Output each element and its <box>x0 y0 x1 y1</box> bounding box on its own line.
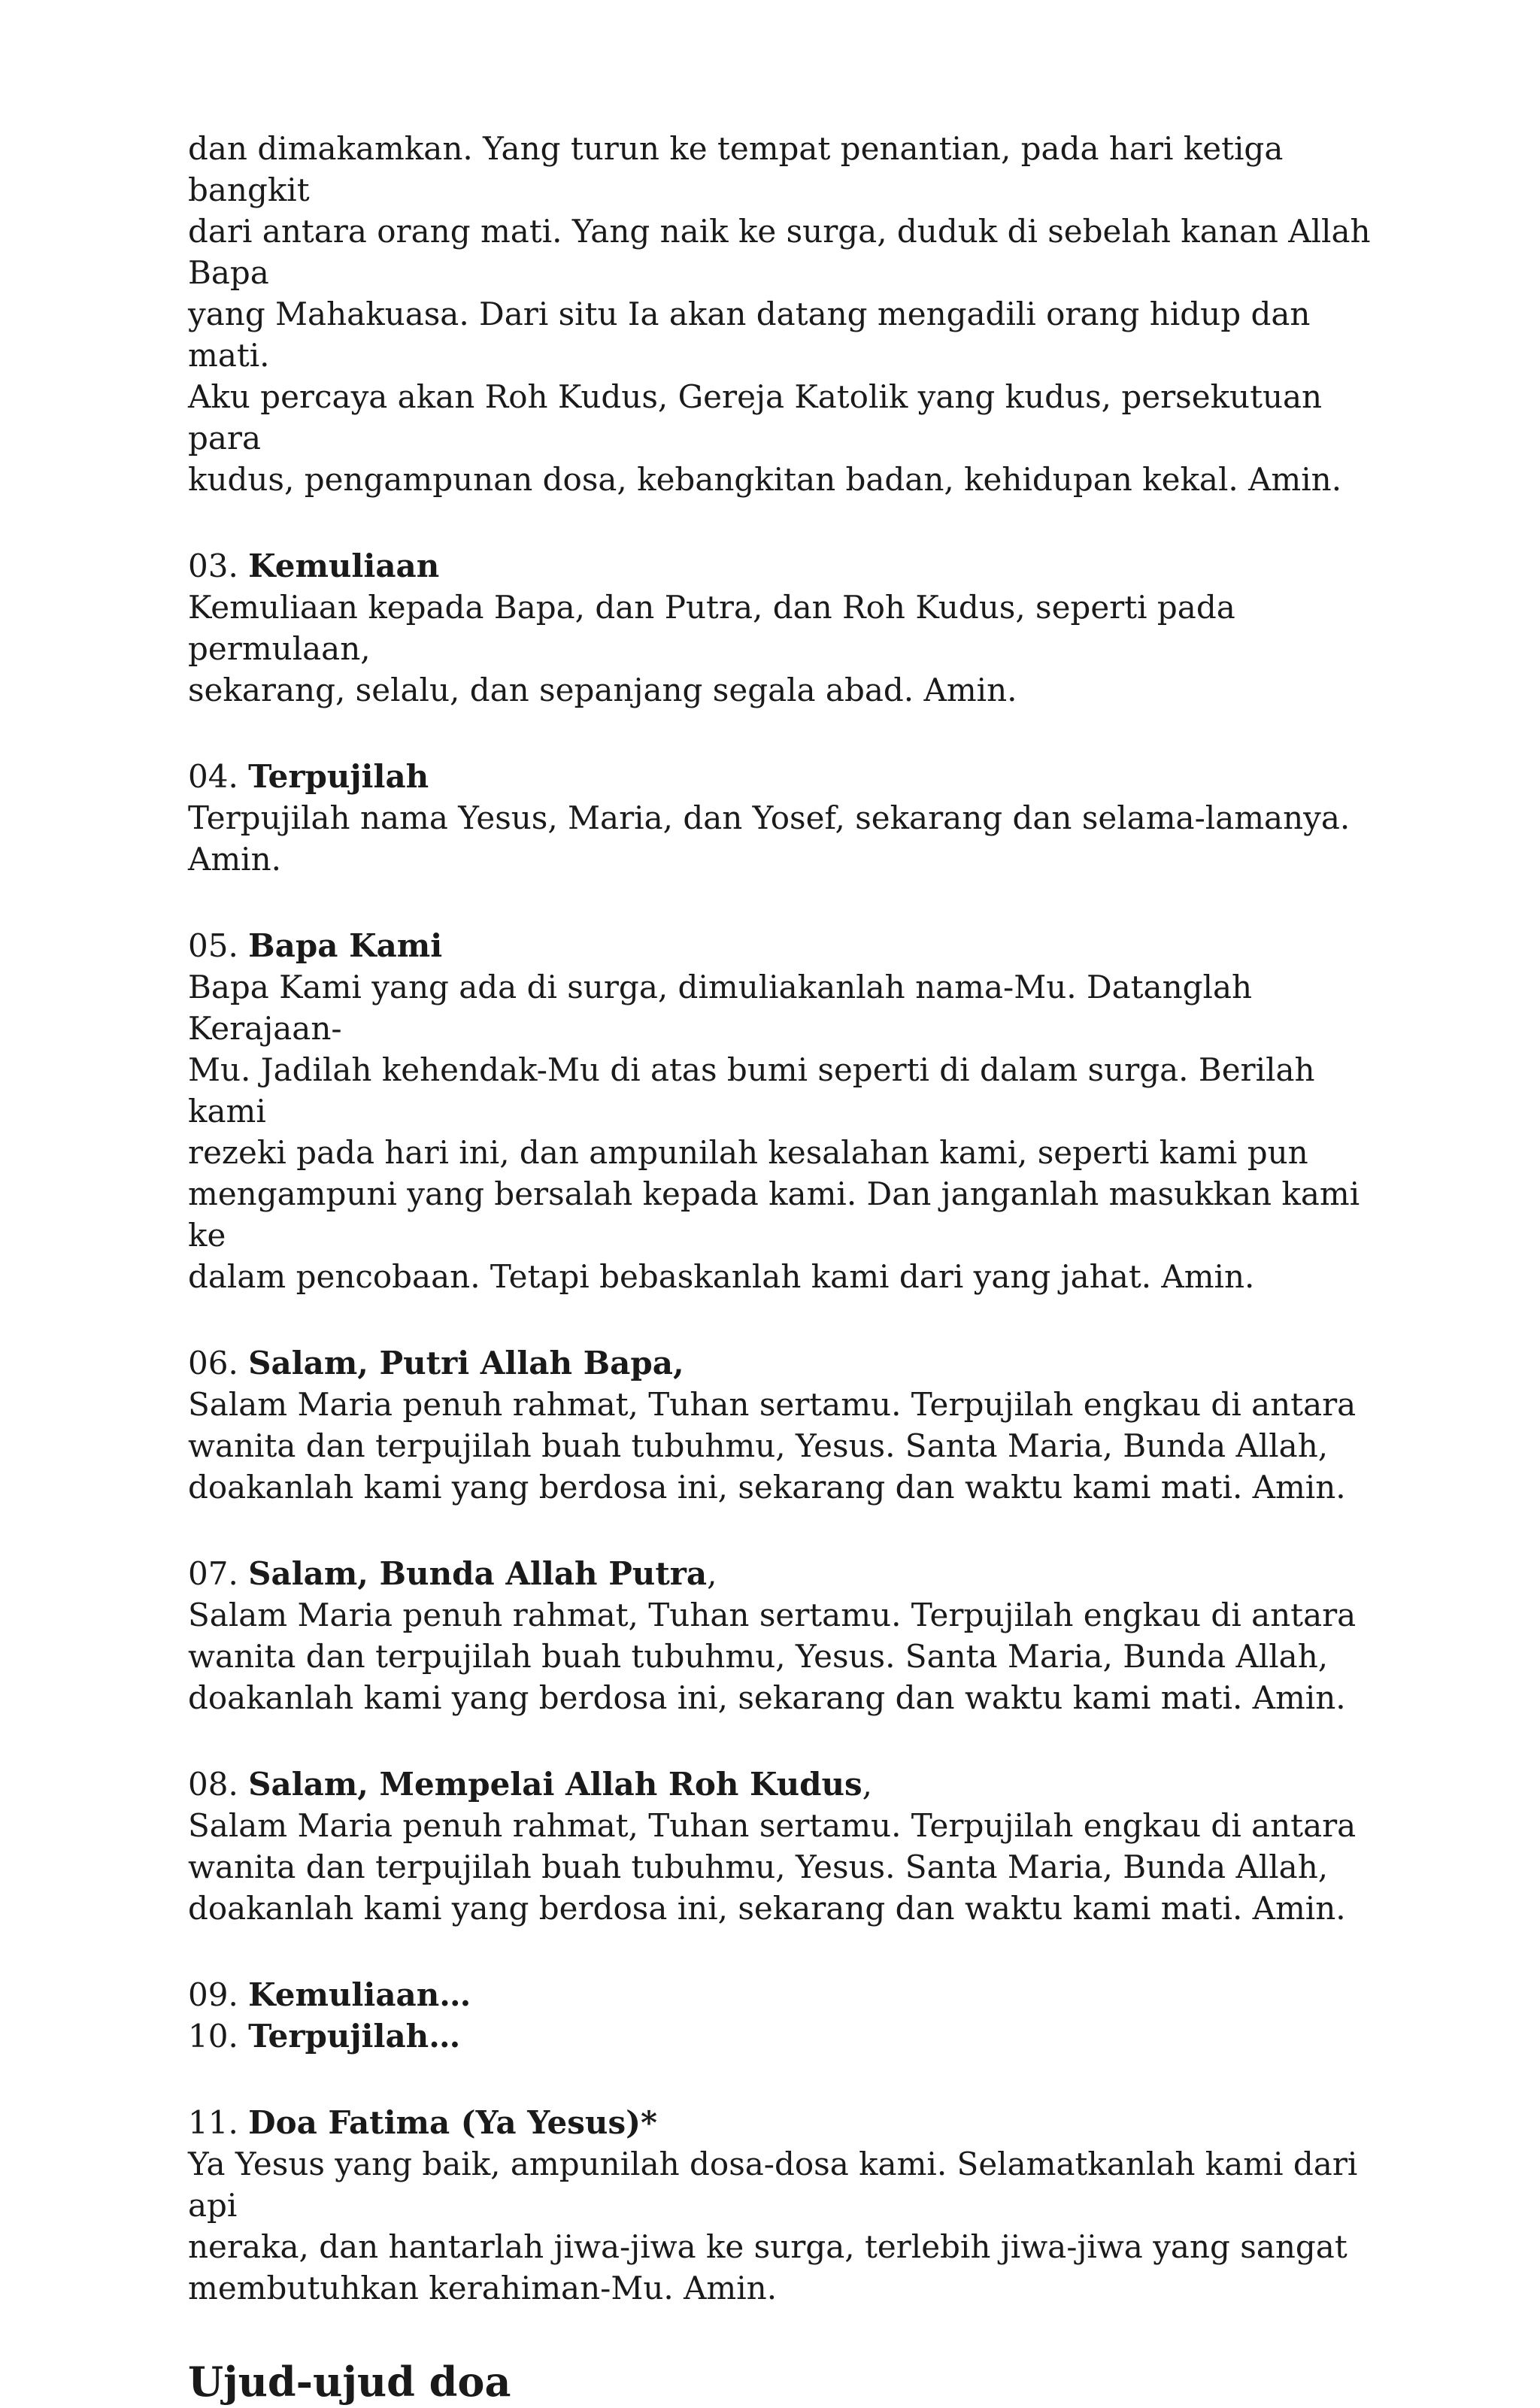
section-title: Terpujilah… <box>248 2018 461 2055</box>
section-09 <box>188 1974 1391 2015</box>
section-number: 07. <box>188 1555 249 1592</box>
section-number: 03. <box>188 547 249 584</box>
section-heading <box>188 2015 1391 2057</box>
section-heading <box>188 1342 1391 1384</box>
section-title: Salam, Mempelai Allah Roh Kudus <box>248 1766 862 1803</box>
section-text: Ya Yesus yang baik, ampunilah dosa-dosa kami. Selamatkanlah kami dari api neraka, dan hantarlah jiwa-jiwa ke surga, terlebih jiwa-jiwa yang sangat membutuhkan kerahiman-Mu. Amin. <box>188 2146 1358 2306</box>
section-10 <box>188 2015 1391 2057</box>
footer-heading: Ujud-ujud doa <box>188 2358 511 2406</box>
section-heading <box>188 756 1391 797</box>
section-text: Kemuliaan kepada Bapa, dan Putra, dan Roh Kudus, seperti pada permulaan, sekarang, selalu, dan sepanjang segala abad. Amin. <box>188 589 1235 708</box>
section-heading <box>188 1553 1391 1594</box>
section-number: 08. <box>188 1766 249 1803</box>
section-title: Bapa Kami <box>248 927 443 964</box>
section-title: Salam, Putri Allah Bapa, <box>248 1345 684 1381</box>
section-number: 06. <box>188 1345 249 1381</box>
section-number: 11. <box>188 2104 249 2141</box>
section-title: Doa Fatima (Ya Yesus)* <box>248 2104 657 2141</box>
section-heading <box>188 1974 1391 2015</box>
section-title: Terpujilah <box>248 758 429 795</box>
section-text: Salam Maria penuh rahmat, Tuhan sertamu. Terpujilah engkau di antara wanita dan terpujilah buah tubuhmu, Yesus. Santa Maria, Bunda Allah, doakanlah kami yang berdosa ini, sekarang dan waktu kami mati. Amin. <box>188 1597 1357 1716</box>
section-number: 04. <box>188 758 249 795</box>
section-07 <box>188 1553 1391 1718</box>
section-suffix: , <box>862 1766 873 1803</box>
section-number: 10. <box>188 2018 249 2055</box>
section-08 <box>188 1764 1391 1929</box>
section-title: Salam, Bunda Allah Putra <box>248 1555 708 1592</box>
section-heading <box>188 2102 1391 2143</box>
section-text: Terpujilah nama Yesus, Maria, dan Yosef, sekarang dan selama-lamanya. Amin. <box>188 799 1351 878</box>
section-03 <box>188 545 1391 711</box>
section-11 <box>188 2102 1391 2309</box>
section-heading <box>188 925 1391 966</box>
section-04 <box>188 756 1391 880</box>
section-06 <box>188 1342 1391 1508</box>
section-number: 05. <box>188 927 249 964</box>
document-page <box>188 128 1391 2408</box>
section-suffix: , <box>707 1555 717 1592</box>
section-heading <box>188 1764 1391 1805</box>
section-text: Salam Maria penuh rahmat, Tuhan sertamu. Terpujilah engkau di antara wanita dan terpujilah buah tubuhmu, Yesus. Santa Maria, Bunda Allah, doakanlah kami yang berdosa ini, sekarang dan waktu kami mati. Amin. <box>188 1386 1357 1506</box>
section-number: 09. <box>188 1976 249 2013</box>
section-title: Kemuliaan… <box>248 1976 471 2013</box>
section-text: Salam Maria penuh rahmat, Tuhan sertamu. Terpujilah engkau di antara wanita dan terpujilah buah tubuhmu, Yesus. Santa Maria, Bunda Allah, doakanlah kami yang berdosa ini, sekarang dan waktu kami mati. Amin. <box>188 1807 1357 1927</box>
section-heading <box>188 545 1391 587</box>
section-title: Kemuliaan <box>248 547 440 584</box>
section-05 <box>188 925 1391 1297</box>
section-text: Bapa Kami yang ada di surga, dimuliakanlah nama-Mu. Datanglah Kerajaan- Mu. Jadilah kehendak-Mu di atas bumi seperti di dalam surga. Berilah kami rezeki pada hari ini, dan ampunilah kesalahan kami, seperti kami pun mengampuni yang bersalah kepada kami. Dan janganlah masukkan kami ke dalam pencobaan. Tetapi bebaskanlah kami dari yang jahat. Amin. <box>188 969 1360 1295</box>
intro-paragraph: dan dimakamkan. Yang turun ke tempat penantian, pada hari ketiga bangkit dari antara orang mati. Yang naik ke surga, duduk di sebelah kanan Allah Bapa yang Mahakuasa. Dari situ Ia akan datang mengadili orang hidup dan mati. Aku percaya akan Roh Kudus, Gereja Katolik yang kudus, persekutuan para kudus, pengampunan dosa, kebangkitan badan, kehidupan kekal. Amin. <box>188 130 1371 498</box>
